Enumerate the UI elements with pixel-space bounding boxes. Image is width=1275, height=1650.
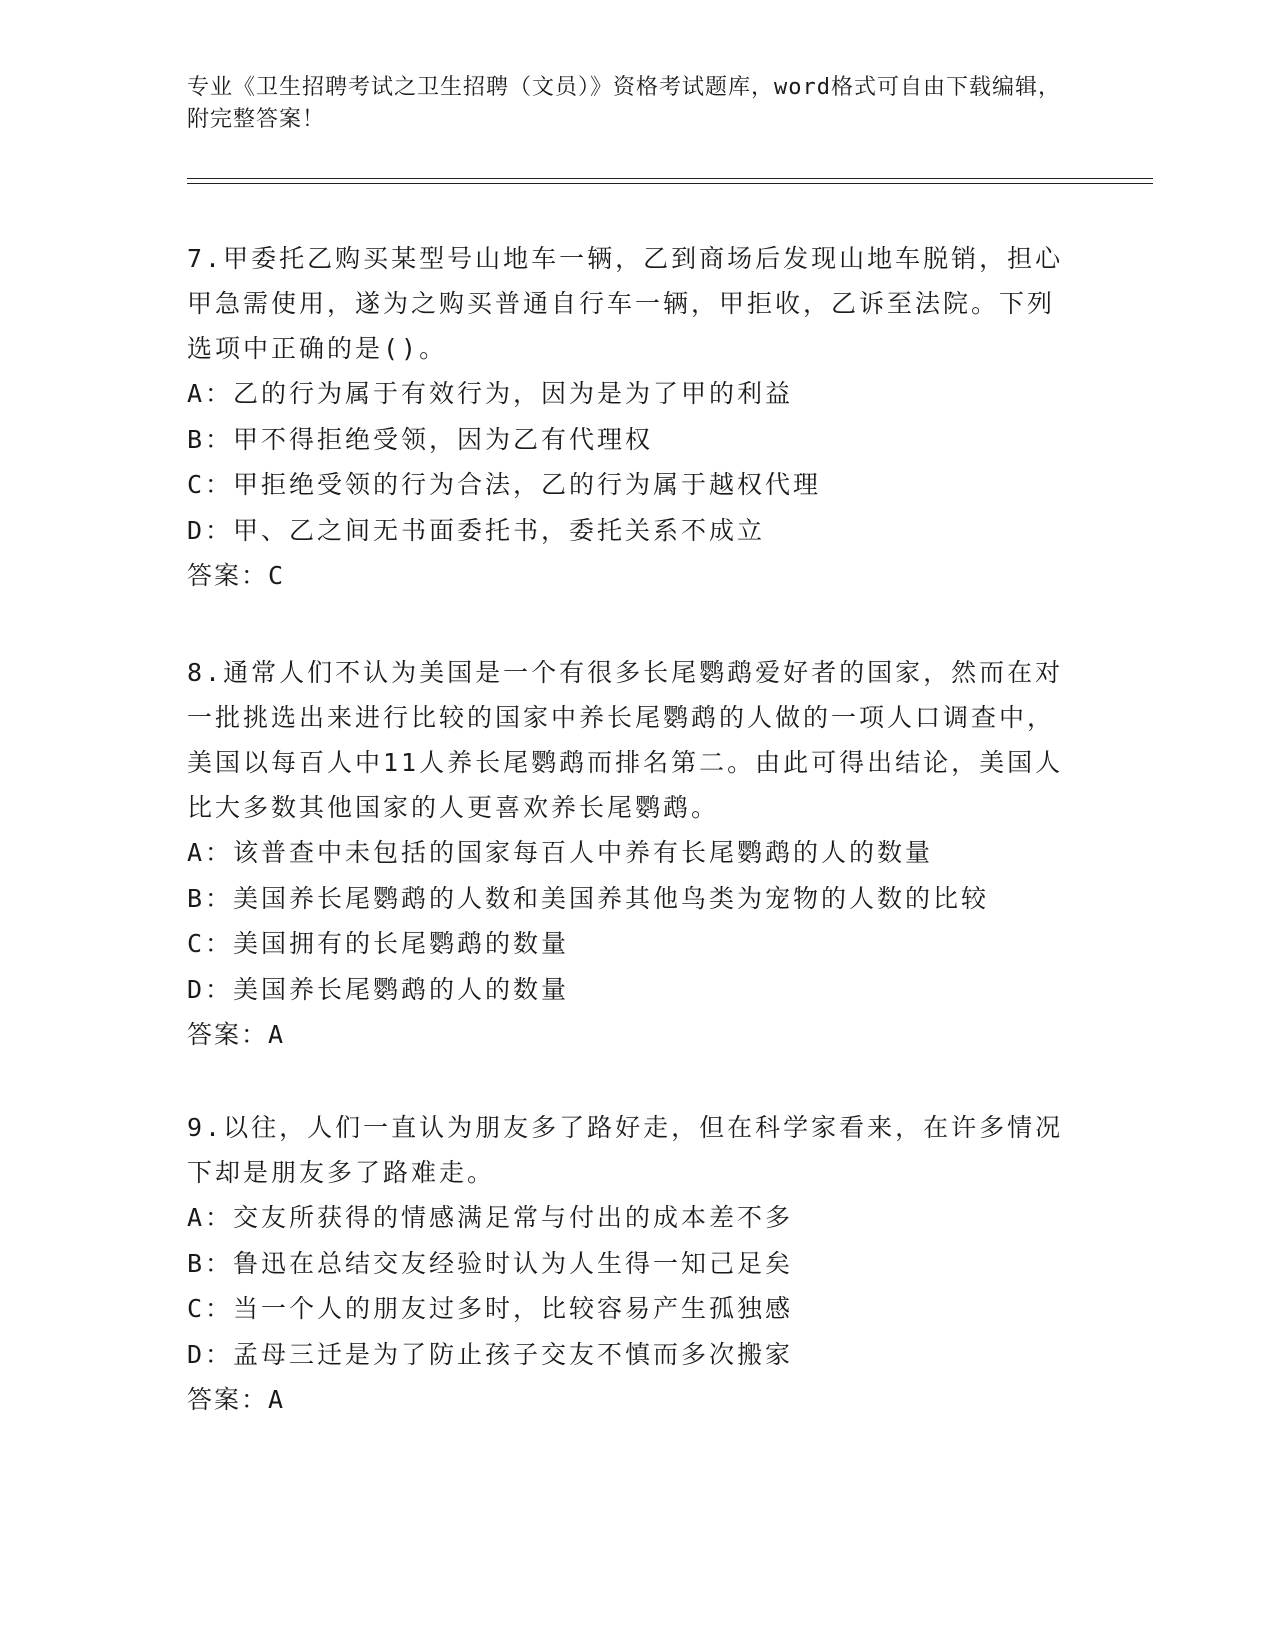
option-c: C：美国拥有的长尾鹦鹉的数量: [187, 929, 570, 958]
question-9: [187, 1105, 1067, 1422]
document-header: [187, 72, 1067, 136]
answer: 答案：A: [187, 1020, 286, 1049]
option-d: D：美国养长尾鹦鹉的人的数量: [187, 974, 570, 1004]
option-b: B：甲不得拒绝受领，因为乙有代理权: [187, 424, 654, 454]
question-8: [187, 650, 1067, 1057]
option-c: C：当一个人的朋友过多时，比较容易产生孤独感: [187, 1294, 794, 1323]
question-stem: 7.甲委托乙购买某型号山地车一辆，乙到商场后发现山地车脱销，担心甲急需使用，遂为之购买普通自行车一辆，甲拒收，乙诉至法院。下列选项中正确的是()。: [187, 244, 1064, 363]
header-rule-top: [187, 178, 1153, 179]
question-stem: 8.通常人们不认为美国是一个有很多长尾鹦鹉爱好者的国家，然而在对一批挑选出来进行比较的国家中养长尾鹦鹉的人做的一项人口调查中，美国以每百人中11人养长尾鹦鹉而排名第二。由此可得出结论，美国人比大多数其他国家的人更喜欢养长尾鹦鹉。: [187, 658, 1064, 822]
option-a: A：该普查中未包括的国家每百人中养有长尾鹦鹉的人的数量: [187, 838, 934, 867]
question-stem: 9.以往，人们一直认为朋友多了路好走，但在科学家看来，在许多情况下却是朋友多了路难走。: [187, 1113, 1064, 1187]
option-b: B：鲁迅在总结交友经验时认为人生得一知己足矣: [187, 1248, 794, 1278]
answer: 答案：C: [187, 561, 286, 590]
question-7: [187, 236, 1067, 598]
answer: 答案：A: [187, 1385, 286, 1414]
option-a: A：乙的行为属于有效行为，因为是为了甲的利益: [187, 379, 794, 408]
header-text: 专业《卫生招聘考试之卫生招聘（文员）》资格考试题库，word格式可自由下载编辑，附完整答案！: [187, 75, 1061, 132]
option-a: A：交友所获得的情感满足常与付出的成本差不多: [187, 1203, 794, 1232]
option-d: D：甲、乙之间无书面委托书，委托关系不成立: [187, 515, 766, 545]
header-rule-bottom: [187, 183, 1153, 184]
option-b: B：美国养长尾鹦鹉的人数和美国养其他鸟类为宠物的人数的比较: [187, 883, 990, 913]
option-d: D：孟母三迁是为了防止孩子交友不慎而多次搬家: [187, 1339, 794, 1369]
option-c: C：甲拒绝受领的行为合法，乙的行为属于越权代理: [187, 470, 822, 499]
